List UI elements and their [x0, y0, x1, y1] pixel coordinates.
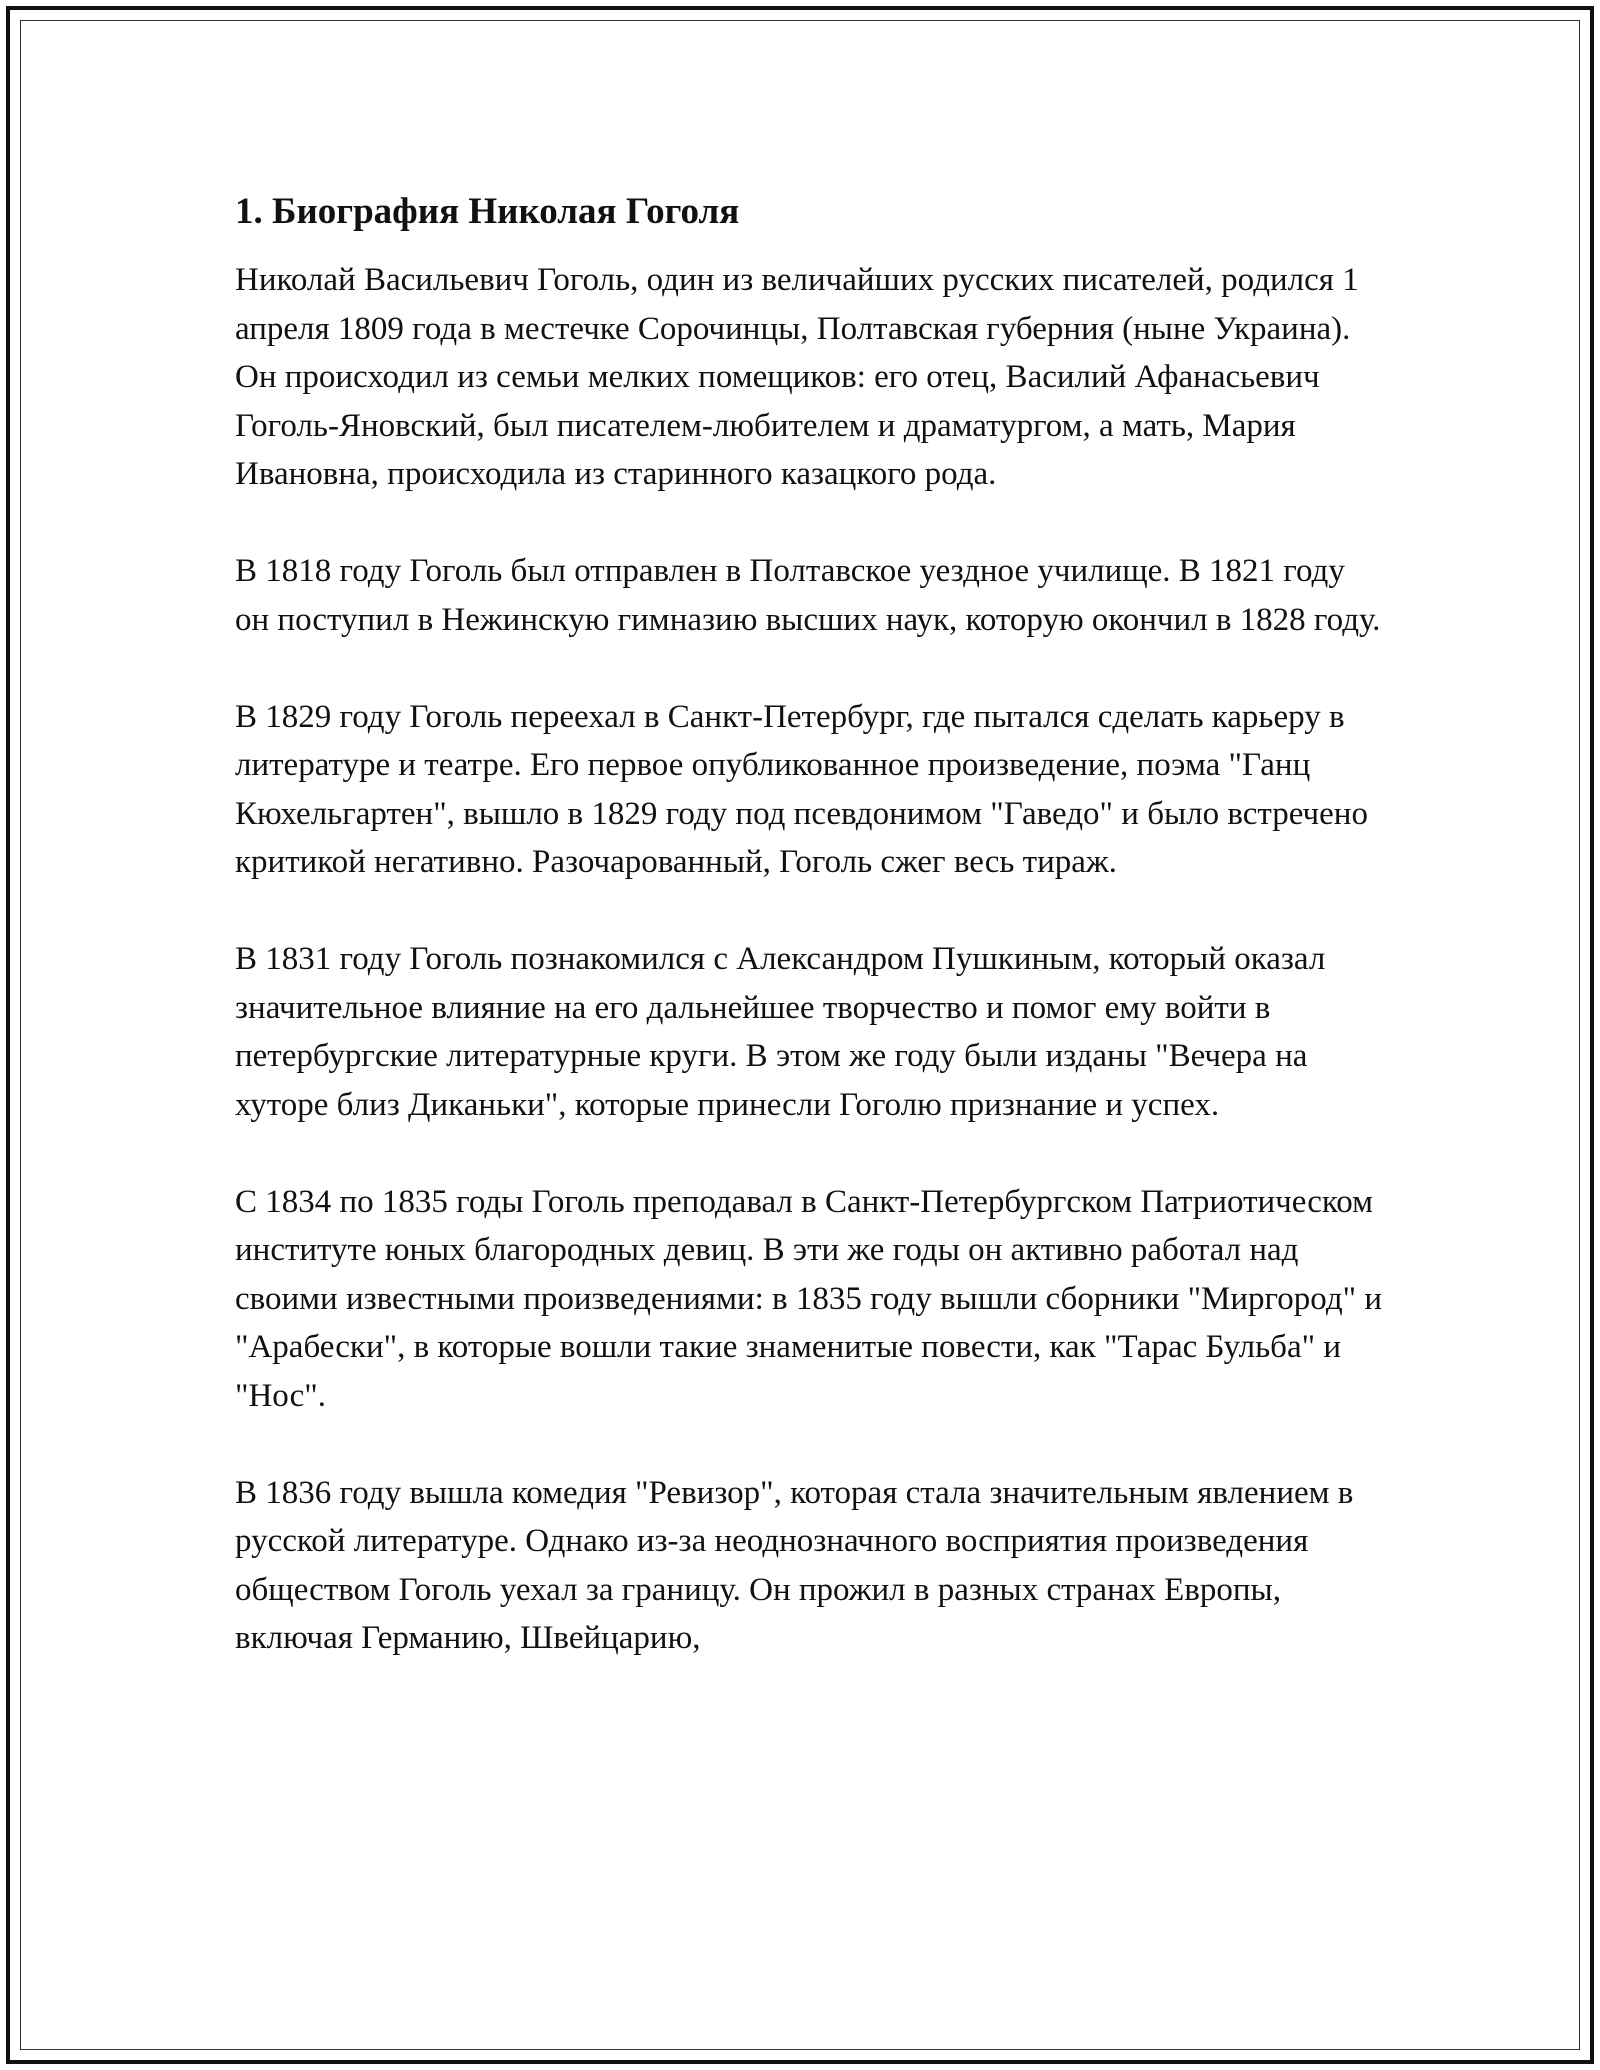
- section-heading: 1. Биография Николая Гоголя: [235, 191, 740, 232]
- paragraph-birth: Николай Васильевич Гоголь, один из величайших русских писателей, родился 1 апреля 1809 года в местечке Сорочинцы, Полтавская губерния (ныне Украина). Он происходил из семьи мелких помещиков: его отец, Василий Афанасьевич Гоголь-Яновский, был писателем-любителем и драматургом, а мать, Мария Ивановна, происходила из старинного казацкого рода.: [235, 262, 1359, 492]
- paragraph-teaching: С 1834 по 1835 годы Гоголь преподавал в Санкт-Петербургском Патриотическом институте юных благородных девиц. В эти же годы он активно работал над своими известными произведениями: в 1835 году вышли сборники "Миргород" и "Арабески", в которые вошли такие знаменитые повести, как "Тарас Бульба" и "Нос".: [235, 1183, 1382, 1414]
- paragraph-revizor: В 1836 году вышла комедия "Ревизор", которая стала значительным явлением в русской литературе. Однако из-за неоднозначного восприятия произведения обществом Гоголь уехал за границу. Он прожил в разных странах Европы, включая Германию, Швейцарию,: [235, 1474, 1354, 1656]
- paragraph-pushkin: В 1831 году Гоголь познакомился с Александром Пушкиным, который оказал значительное влияние на его дальнейшее творчество и помог ему войти в петербургские литературные круги. В этом же году были изданы "Вечера на хуторе близ Диканьки", которые принесли Гоголю признание и успех.: [235, 941, 1326, 1123]
- paragraph-petersburg: В 1829 году Гоголь переехал в Санкт-Петербург, где пытался сделать карьеру в литературе и театре. Его первое опубликованное произведение, поэма "Ганц Кюхельгартен", вышло в 1829 году под псевдонимом "Гаведо" и было встречено критикой негативно. Разочарованный, Гоголь сжег весь тираж.: [235, 698, 1368, 880]
- paragraph-education: В 1818 году Гоголь был отправлен в Полтавское уездное училище. В 1821 году он поступил в Нежинскую гимназию высших наук, которую окончил в 1828 году.: [235, 553, 1381, 638]
- document-body: [235, 188, 1385, 1711]
